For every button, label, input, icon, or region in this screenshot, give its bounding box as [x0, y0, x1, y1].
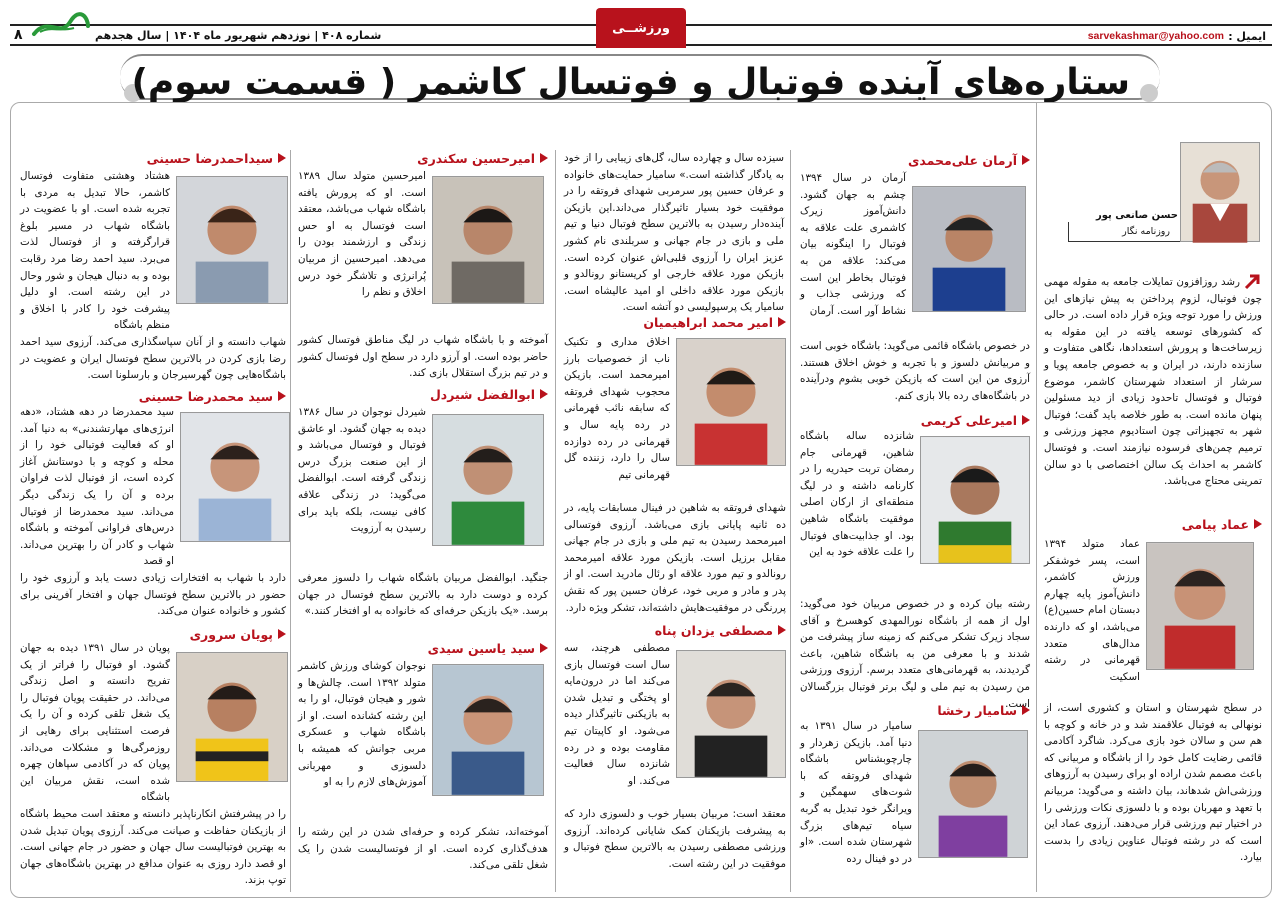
photo-pooyan — [176, 652, 288, 782]
yasin-text-1: نوجوان کوشای ورزش کاشمر متولد ۱۳۹۲ است. چالش‌ها و شور و هیجان فوتبال، او را به این رشته کشانده است. او از باشگاه شهاب و عسکری مربی جوانش که همیشه با دلسوزی و مهربانی آموزش‌های لازم را به او — [298, 660, 427, 789]
heading-yasin-text: سید یاسین سیدی — [427, 640, 535, 656]
heading-triangle-icon — [1022, 415, 1030, 425]
photo-emad — [1146, 542, 1254, 670]
heading-triangle-icon — [1022, 155, 1030, 165]
author-bracket — [1068, 222, 1180, 242]
heading-triangle-icon — [278, 629, 286, 639]
yasin-text-2: آموخته‌اند، تشکر کرده و حرفه‌ای شدن در این رشته را هدف‌گذاری کرده است. او از فوتسالیست شدن را یک شغل تلقی می‌کند. — [298, 826, 548, 872]
pooyan-text-2: را در پیشرفتش انکارناپذیر دانسته و معتقد است محیط باشگاه از بازیکنان حفاظت و صیانت می‌کند. آرزوی پویان تبدیل شدن به بهترین فوتبالیست سال جهان و حضور در جام جهانی است. او قصد دارد روزی به عنوان مدافع در بهترین باشگاه‌های جهان توپ بزند. — [20, 808, 286, 887]
heading-mohammadreza-text: سید محمدرضا حسینی — [138, 388, 273, 404]
mohammadreza-text-1: سید محمدرضا در دهه هشتاد، «دهه انرژی‌های مهارتشندنی» به دنیا آمد. او که فعالیت فوتبالی خود را از محله و کوچه و با دوستانش آغاز کرده است، از فوتبال لذت فراوان برده و آن را یک زندگی دیگر می‌داند. سید محمدرضا از فوتبال درس‌های فراوانی آموخته و باشگاه شهاب و کادر آن را بهترین می‌داند. او قصد — [20, 406, 174, 568]
photo-amirali — [920, 436, 1030, 564]
heading-ahmadreza-text: سیداحمدرضا حسینی — [146, 150, 273, 166]
heading-triangle-icon — [540, 153, 548, 163]
heading-arman — [908, 150, 1030, 170]
amirhossein-text-2: آموخته و با باشگاه شهاب در لیگ مناطق فوتسال کشور حاضر بوده است. او آرزو دارد در سطح اول فوتسال کشور و در تیم بزرگ استقلال بازی کند. — [298, 334, 548, 380]
heading-emad — [1182, 514, 1262, 534]
emad-text-1: عماد متولد ۱۳۹۴ است، پسر خوشفکر ورزش کاشمر، دانش‌آموز پایه چهارم دبستان امام حسین(ع) می‌باشد، او که دارنده مدال‌های متعدد قهرمانی در رشته اسکیت — [1044, 538, 1140, 683]
heading-triangle-icon — [778, 317, 786, 327]
heading-yasin — [428, 638, 548, 658]
heading-pooyan-text: پویان سروری — [189, 626, 273, 642]
photo-amirhossein — [432, 176, 544, 304]
author-role: روزنامه نگار — [1122, 226, 1170, 237]
photo-mostafa — [676, 650, 786, 778]
heading-amirmohammad-text: امیر محمد ابراهیمیان — [643, 314, 773, 330]
heading-emad-text: عماد پیامی — [1181, 516, 1249, 532]
heading-samyar — [937, 700, 1030, 720]
section-label: ورزشــی — [612, 20, 670, 36]
arman-text-1: آرمان در سال ۱۳۹۴ چشم به جهان گشود. دانش‌آموز زیرک کاشمری علت علاقه به فوتبال را اینگونه بیان می‌کند: علاقه من به فوتبال بخاطر این است که ورزشی جذاب و نشاط آور است. آرمان — [800, 172, 906, 317]
heading-abolfazl-text: ابوالفضل شیردل — [429, 386, 535, 402]
ahmadreza-text-1: هشتاد وهشتی متفاوت فوتسال کاشمر، حالا تبدیل به مردی با تجربه شده است. او با عضویت در باشگاه شهاب در مسیر بلوغ قرارگرفته و از فوتسال لذت می‌برد. سید احمد رضا مرد رقابت بوده و به دنبال هیجان و شور وحال در این رشته است. او دلیل پیشرفت خود را کادر با اخلاق و منظم باشگاه — [20, 170, 170, 332]
heading-arman-text: آرمان علی‌محمدی — [907, 152, 1017, 168]
heading-triangle-icon — [1022, 705, 1030, 715]
email-label: ایمیل : — [1228, 30, 1266, 43]
amirhossein-text-1: امیرحسین متولد سال ۱۳۸۹ است. او که پرورش یافته باشگاه شهاب می‌باشد، معتقد است فوتسال به او حس زندگی و ارزشمند بودن را می‌دهد. امیرحسین از مربیان پُرانرژی و تلاشگر خود درس اخلاق و نظم را — [298, 170, 426, 299]
amirmohammad-text-1: اخلاق مداری و تکنیک ناب از خصوصیات بارز امیرمحمد است. بازیکن محجوب شهدای فروتقه که سابقه نائب قهرمانی در رده پایه سال و قهرمانی در رده دوازده سال را دارد، زننده گل قهرمانی تیم — [564, 336, 670, 481]
author-name: حسن صانعی پور — [1095, 210, 1178, 221]
photo-arman — [912, 186, 1026, 312]
photo-yasin — [432, 664, 544, 796]
heading-triangle-icon — [278, 391, 286, 401]
erfan-text: سیزده سال و چهارده سال، گل‌های زیبایی را از خود به یادگار گذاشته است.» سامیار حمایت‌های خانواده و عرفان حسین پور سرمربی شهدای فروتقه را در موفقیت خود بسیار تاثیرگذار می‌داند.این بازیکن آینده‌دار رسیدن به بالاترین سطح فوتبال دنیا و تیم ملی و بازی در جام جهانی و سربلندی نام کشور عزیز ایران را آرزوی قلبی‌اش عنوان کرده است. بازیکن مورد علاقه خارجی او کریستانو رونالدو و بازیکن مورد علاقه داخلی او امید عالیشاه است. سامیار یک پرسپولیسی دو آتشه است. — [564, 152, 784, 314]
heading-amirhossein-text: امیرحسین سکندری — [417, 150, 535, 166]
heading-amirali-text: امیرعلی کریمی — [920, 412, 1017, 428]
amirmohammad-text-2: شهدای فروتقه به شاهین در فینال مسابقات پایه، در ده ثانیه پایانی بازی می‌باشد. آرزوی فوتسالی امیرمحمد رسیدن به تیم ملی و بازی در جام جهانی مقابل برزیل است. بازیکن مورد علاقه امیرمحمد رونالدو و تیم مورد علاقه او رئال مادرید است. او از پدر و مادر و مربی خود، عرفان حسین پور که نقش پررنگی در موفقیت‌هایش داشته‌اند، تشکر ویژه دارد. — [564, 502, 786, 614]
heading-samyar-text: سامیار رخشا — [937, 702, 1017, 718]
logo — [30, 12, 92, 40]
intro-text: رشد روزافزون تمایلات جامعه به مقوله مهمی چون فوتبال، لزوم پرداختن به پیش نیازهای این ورزش را مورد توجه ویژه قرار داده است. در حالی که کشورهای توسعه یافته در این مقوله به زیرساخت‌ها و پرورش استعدادها، نگاهی متفاوت و سازنده دارند، در ایران و به خصوص جامعه پویا و سرشار از استعداد شهرستان کاشمر، موضوع فوتبال و فوتسال تاحدود زیادی از دید مسئولین پنهان مانده است. به طور خلاصه باید گفت؛ فوتبال شهر به تجهیزاتی چون استادیوم مجهز ورزشی و ترمیم چمن‌های فرسوده نیازمند است. و فوتسال کاشمر به احداث یک سالن اختصاصی با دو سالن تمرینی محتاج می‌باشد. — [1044, 276, 1262, 488]
photo-mohammadreza — [180, 412, 290, 542]
amirali-text-1: شانزده ساله باشگاه شاهین، قهرمانی جام رمضان تربت حیدریه را در کارنامه داشته و در لیگ منطقه‌ای از ارکان اصلی موفقیت باشگاه شاهین بود. او جذابیت‌های فوتبال را علت علاقه خود به این — [800, 430, 914, 559]
heading-triangle-icon — [540, 643, 548, 653]
photo-abolfazl — [432, 414, 544, 546]
headline-bullet-right — [1140, 84, 1158, 102]
heading-triangle-icon — [540, 389, 548, 399]
mohammadreza-text-2: دارد با شهاب به افتخارات زیادی دست یابد و آرزوی خود را حضور در بالاترین سطح فوتسال جهان و افتخار آفرینی برای کشور و خانواده عنوان می‌کند. — [20, 572, 286, 618]
emad-text-2: در سطح شهرستان و استان و کشوری است، از نونهالی به فوتبال علاقمند شد و در خانه و کوچه با هم سن و سالان خود بازی می‌کرد. شاگرد آکادمی قائمی رضایت کامل خود را از باشگاه و مربیانی که باعث مصمم شدن اراده او برای رسیدن به آرزوهای ورزشی‌اش شدهاند، بیان داشته و می‌گوید: مربیانم با تعهد و مهربان بوده و با دلسوزی نکات ورزشی را در اختیار تیم ورزشی قرار می‌دهند. آرزوی عماد این است که در رشته فوتبال عناوین زیادی را بدست بیارد. — [1044, 702, 1262, 864]
author-photo — [1180, 142, 1260, 242]
heading-amirmohammad — [643, 312, 786, 332]
heading-mostafa — [655, 620, 786, 640]
email-address[interactable]: sarvekashmar@yahoo.com — [1087, 30, 1224, 42]
photo-samyar — [918, 730, 1028, 858]
heading-triangle-icon — [278, 153, 286, 163]
heading-pooyan — [190, 624, 286, 644]
heading-amirali — [921, 410, 1030, 430]
amirali-text-2: رشته بیان کرده و در خصوص مربیان خود می‌گوید: اول از همه از باشگاه نورالمهدی کوهسرخ و آقای سجاد زیرک تشکر می‌کنم که زمینه ساز پیشرفت من شدند و با معرفی من به باشگاه شاهین، باعث گردیدند، به قهرمانی‌های متعدد برسم. آرزوی ورزشی من رسیدن به تیم ملی و لیگ برتر فوتبال بزرگسالان است. — [800, 598, 1030, 710]
heading-ahmadreza — [147, 148, 286, 168]
samyar-text-1: سامیار در سال ۱۳۹۱ به دنیا آمد. بازیکن زهردار و چارچوبشناس باشگاه شهدای فروتقه که با شوت‌های سهمگین و ویرانگر خود تبدیل به گربه سیاه تیم‌های بزرگ شهرستان شده است. «او در دو فینال رده — [800, 720, 912, 865]
arman-text-2: در خصوص باشگاه قائمی می‌گوید: باشگاه خوبی است و مربیانش دلسوز و با تجربه و خوش اخلاق هستند. آرزوی من این است که بازیکن خوبی بشوم ودرآینده در باشگاه‌های رده بالا بازی کنم. — [800, 340, 1030, 402]
mostafa-text-1: مصطفی هرچند، سه سال است فوتسال بازی می‌کند اما در درون‌مایه او پختگی و تبدیل شدن به بازیکنی تاثیرگذار دیده می‌شود. او کاپیتان تیم مقاومت بوده و در رده شانزده سال فعالیت می‌کند. او — [564, 642, 670, 787]
photo-ahmadreza — [176, 176, 288, 304]
issue-info: شماره ۴۰۸ | نوزدهم شهریور ماه ۱۴۰۴ | سال هجدهم — [95, 29, 382, 42]
heading-mohammadreza — [139, 386, 286, 406]
photo-amirmohammad — [676, 338, 786, 466]
pooyan-text-1: پویان در سال ۱۳۹۱ دیده به جهان گشود. او فوتبال را فراتر از یک تفریح دانسته و اصل زندگی می‌داند. در حقیقت پویان فوتبال را یک شغل تلقی کرده و آن را یک فرصت استثنایی برای رهایی از روزمرگی‌ها و مشکلات می‌داند. پویان که در آکادمی سپاهان چهره شده است، نقش مربیان این باشگاه — [20, 642, 170, 804]
page-number: ۸ — [14, 27, 23, 43]
mostafa-text-2: معتقد است: مربیان بسیار خوب و دلسوزی دارد که به پیشرفت بازیکنان کمک شایانی کرده‌اند. آرزوی ورزشی مصطفی رسیدن به بالاترین سطح فوتبال و موفقیت در این رشته است. — [564, 808, 786, 870]
heading-amirhossein — [417, 148, 548, 168]
abolfazl-text-2: جنگید. ابوالفضل مربیان باشگاه شهاب را دلسوز معرفی کرده و دوست دارد به بالاترین سطح فوتسال در جهان برسد. «یک بازیکن حرفه‌ای که خانواده به او افتخار کنند.» — [298, 572, 548, 618]
heading-triangle-icon — [1254, 519, 1262, 529]
heading-triangle-icon — [778, 625, 786, 635]
headline: ستاره‌های آینده فوتبال و فوتسال کاشمر ( قسمت سوم) — [131, 62, 1130, 103]
heading-mostafa-text: مصطفی یزدان پناه — [654, 622, 773, 638]
ahmadreza-text-2: شهاب دانسته و از آنان سپاسگذاری می‌کند. آرزوی سید احمد رضا بازی کردن در بالاترین سطح فوتسال ایران و عضویت در باشگاه‌هایی چون گهرسیرجان و بارسلونا است. — [20, 336, 286, 382]
abolfazl-text-1: شیردل نوجوان در سال ۱۳۸۶ دیده به جهان گشود. او عاشق فوتبال و فوتسال می‌باشد و از این صنعت بزرگ درس زندگی گرفته است. ابوالفضل می‌گوید: در زندگی علاقه کافی نیست، بلکه باید برای رسیدن به آرزویت — [298, 406, 426, 535]
heading-abolfazl — [430, 384, 548, 404]
section-tab — [596, 8, 686, 48]
